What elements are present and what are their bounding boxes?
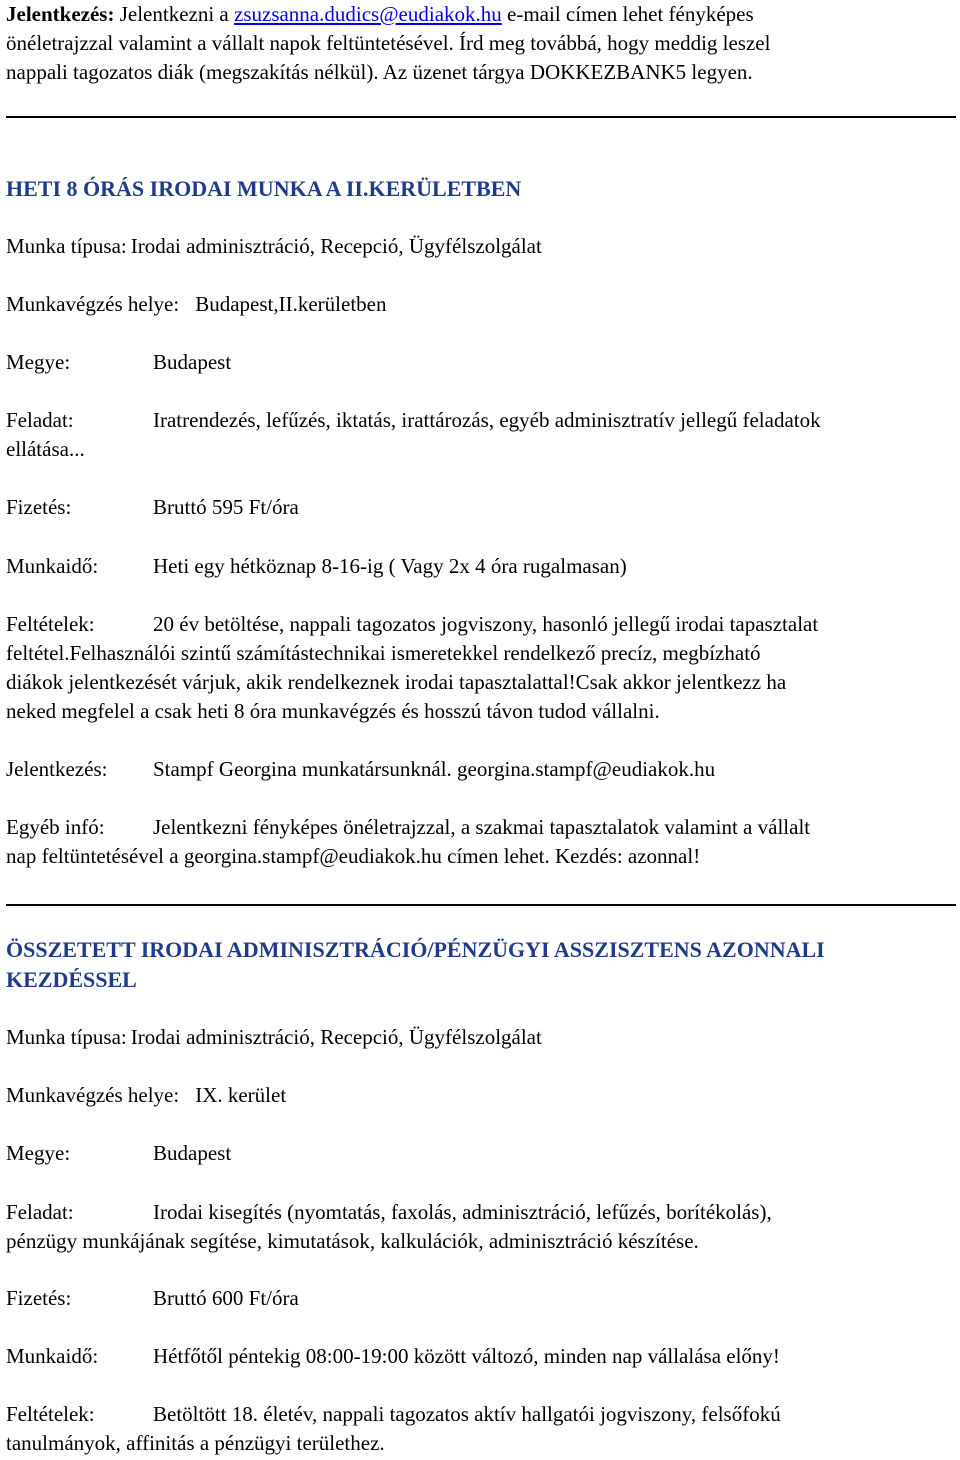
job1-other-row: [6, 813, 954, 871]
job1-apply-row: [6, 755, 954, 784]
job1-task-cont: ellátása...: [6, 437, 85, 461]
job1-cond-line-3: diákok jelentkezését várjuk, akik rendelkeznek irodai tapasztalattal!Csak akkor jelentkezz ha: [6, 670, 787, 694]
job2-county-row: [6, 1139, 954, 1168]
job1-cond-line-2: feltétel.Felhasználói szintű számítástechnikai ismeretekkel rendelkező precíz, megbízható: [6, 641, 761, 665]
job1-cond-label: Feltételek:: [6, 612, 95, 636]
job2-type-value: Irodai adminisztráció, Recepció, Ügyfélszolgálat: [130, 1025, 542, 1049]
job1-pay-row: [6, 493, 954, 522]
job2-conditions-row: [6, 1400, 954, 1458]
job1-hours-label: Munkaidő:: [6, 554, 99, 578]
divider-2: [6, 904, 956, 906]
job1-task-label: Feladat:: [6, 408, 74, 432]
job2-hours-value: Hétfőtől péntekig 08:00-19:00 között változó, minden nap vállalása előny!: [153, 1344, 780, 1368]
job1-place-label: Munkavégzés helye:: [6, 292, 180, 316]
job1-place-row: [6, 290, 954, 319]
job2-cond-line-2: tanulmányok, affinitás a pénzügyi területhez.: [6, 1431, 385, 1455]
job1-task-row: [6, 406, 954, 464]
job1-apply-label: Jelentkezés:: [6, 757, 108, 781]
job2-type-row: [6, 1023, 954, 1052]
job1-conditions-row: [6, 610, 954, 726]
job2-pay-row: [6, 1284, 954, 1313]
job2-place-row: [6, 1081, 954, 1110]
divider-1: [6, 116, 956, 118]
job1-hours-value: Heti egy hétköznap 8-16-ig ( Vagy 2x 4 óra rugalmasan): [153, 554, 627, 578]
job2-place-label: Munkavégzés helye:: [6, 1083, 180, 1107]
job1-pay-value: Bruttó 595 Ft/óra: [153, 495, 299, 519]
job1-cond-value: 20 év betöltése, nappali tagozatos jogviszony, hasonló jellegű irodai tapasztalat: [153, 612, 819, 636]
job2-title: [6, 935, 954, 995]
job2-county-label: Megye:: [6, 1141, 71, 1165]
job2-cond-value: Betöltött 18. életév, nappali tagozatos aktív hallgatói jogviszony, felsőfokú: [153, 1402, 781, 1426]
job1-county-label: Megye:: [6, 350, 71, 374]
job1-type-label: Munka típusa:: [6, 234, 127, 258]
intro-paragraph: [6, 0, 954, 87]
intro-line-3: nappali tagozatos diák (megszakítás nélkül). Az üzenet tárgya DOKKEZBANK5 legyen.: [6, 60, 753, 84]
job1-task-value: Iratrendezés, lefűzés, iktatás, irattározás, egyéb adminisztratív jellegű feladatok: [153, 408, 821, 432]
job2-hours-row: [6, 1342, 954, 1371]
job1-title: HETI 8 ÓRÁS IRODAI MUNKA A II.KERÜLETBEN: [6, 176, 522, 201]
job2-cond-label: Feltételek:: [6, 1402, 95, 1426]
job1-county-value: Budapest: [153, 350, 232, 374]
job1-apply-value: Stampf Georgina munkatársunknál. georgina.stampf@eudiakok.hu: [153, 757, 716, 781]
job1-other-value: Jelentkezni fényképes önéletrajzzal, a szakmai tapasztalatok valamint a vállalt: [153, 815, 811, 839]
job1-cond-line-4: neked megfelel a csak heti 8 óra munkavégzés és hosszú távon tudod vállalni.: [6, 699, 660, 723]
job2-task-row: [6, 1198, 954, 1256]
intro-line-2: önéletrajzzal valamint a vállalt napok feltüntetésével. Írd meg továbbá, hogy meddig leszel: [6, 31, 771, 55]
job2-hours-label: Munkaidő:: [6, 1344, 99, 1368]
job1-other-label: Egyéb infó:: [6, 815, 105, 839]
job2-task-value: Irodai kisegítés (nyomtatás, faxolás, adminisztráció, lefűzés, borítékolás),: [153, 1200, 772, 1224]
job2-task-cont: pénzügy munkájának segítése, kimutatások, kalkulációk, adminisztráció készítése.: [6, 1229, 699, 1253]
job2-title-line-1: ÖSSZETETT IRODAI ADMINISZTRÁCIÓ/PÉNZÜGYI ASSZISZTENS AZONNALI: [6, 937, 825, 962]
intro-text: Jelentkezni a: [119, 2, 229, 26]
job1-type-row: [6, 232, 954, 261]
job1-pay-label: Fizetés:: [6, 495, 72, 519]
job2-place-value: IX. kerület: [195, 1083, 287, 1107]
job2-pay-label: Fizetés:: [6, 1286, 72, 1310]
job1-other-line-2: nap feltüntetésével a georgina.stampf@eudiakok.hu címen lehet. Kezdés: azonnal!: [6, 844, 701, 868]
job1-county-row: [6, 348, 954, 377]
job1-type-value: Irodai adminisztráció, Recepció, Ügyfélszolgálat: [130, 234, 542, 258]
job1-place-value: Budapest,II.kerületben: [195, 292, 387, 316]
job2-county-value: Budapest: [153, 1141, 232, 1165]
job1-hours-row: [6, 552, 954, 581]
job2-task-label: Feladat:: [6, 1200, 74, 1224]
intro-text-after: e-mail címen lehet fényképes: [507, 2, 754, 26]
job2-pay-value: Bruttó 600 Ft/óra: [153, 1286, 299, 1310]
intro-label: Jelentkezés:: [6, 2, 115, 26]
job2-type-label: Munka típusa:: [6, 1025, 127, 1049]
job2-title-line-2: KEZDÉSSEL: [6, 967, 137, 992]
intro-email-link[interactable]: zsuzsanna.dudics@eudiakok.hu: [234, 2, 502, 26]
